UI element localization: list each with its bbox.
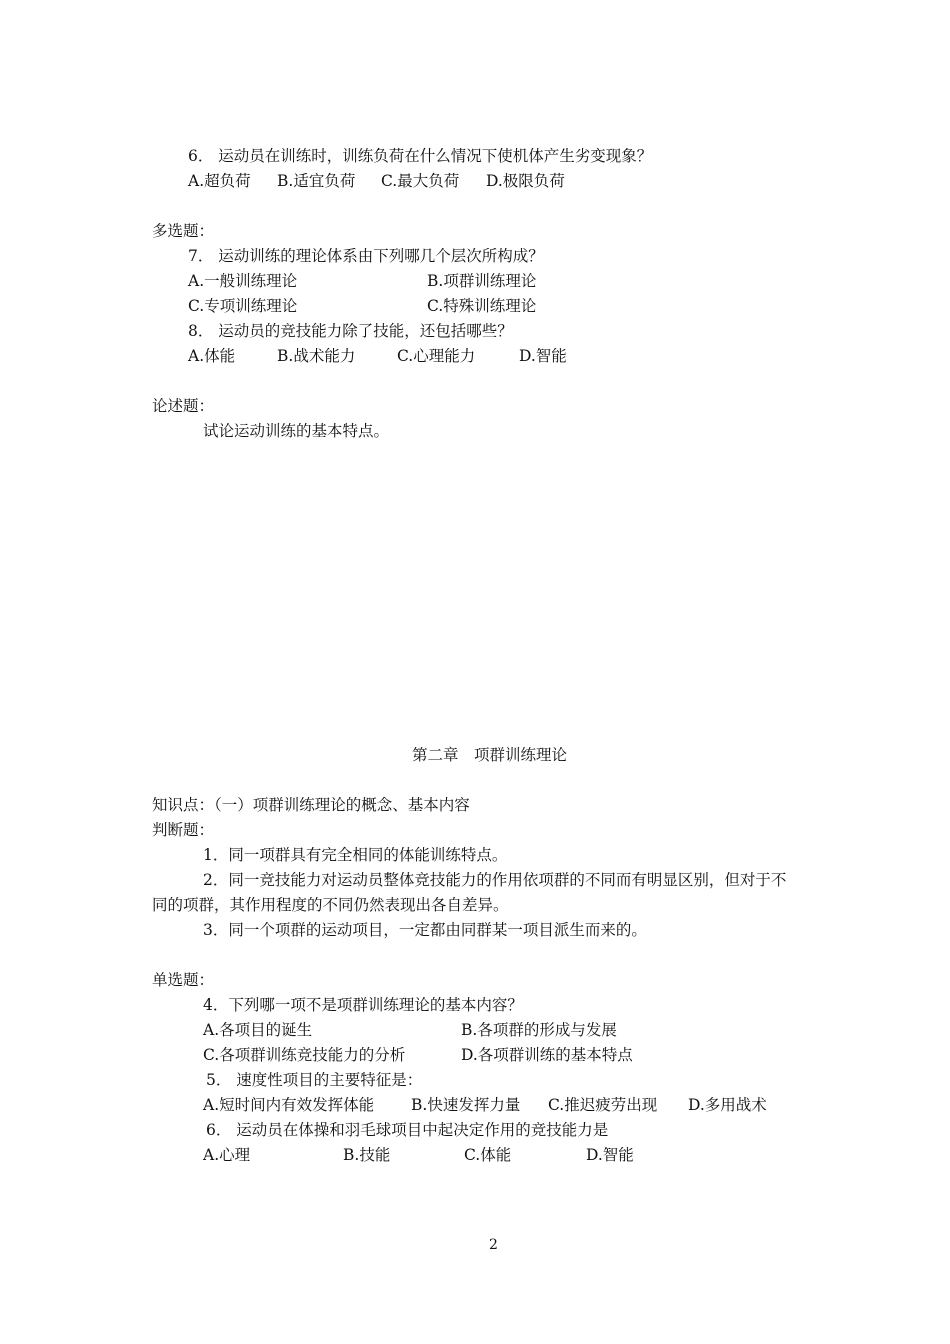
- question-7: 7． 运动训练的理论体系由下列哪几个层次所构成？: [188, 247, 544, 265]
- q7-option-d: C.特殊训练理论: [427, 297, 537, 315]
- q7-option-c: C.专项训练理论: [188, 297, 298, 315]
- judge-heading: 判断题：: [152, 821, 215, 839]
- judge-question-1: 1．同一项群具有完全相同的体能训练特点。: [203, 846, 508, 864]
- c4-option-b: B.各项群的形成与发展: [461, 1021, 617, 1039]
- q6-option-c: C.最大负荷: [381, 172, 460, 190]
- c4-option-a: A.各项目的诞生: [203, 1021, 313, 1039]
- choice-question-4: 4．下列哪一项不是项群训练理论的基本内容？: [203, 996, 523, 1014]
- q8-option-c: C.心理能力: [397, 347, 476, 365]
- q7-option-b: B.项群训练理论: [427, 272, 537, 290]
- choice-question-5: 5． 速度性项目的主要特征是：: [206, 1071, 423, 1089]
- c5-option-d: D.多用战术: [688, 1096, 767, 1114]
- q6-option-d: D.极限负荷: [486, 172, 565, 190]
- knowledge-point: 知识点：（一）项群训练理论的概念、基本内容: [152, 796, 470, 814]
- q8-option-a: A.体能: [188, 347, 236, 365]
- question-8: 8． 运动员的竞技能力除了技能，还包括哪些？: [188, 322, 513, 340]
- c5-option-a: A.短时间内有效发挥体能: [203, 1096, 375, 1114]
- c6-option-c: C.体能: [464, 1146, 512, 1164]
- essay-question: 试论运动训练的基本特点。: [203, 422, 390, 440]
- q8-option-b: B.战术能力: [277, 347, 356, 365]
- single-choice-heading: 单选题：: [152, 971, 215, 989]
- multi-choice-heading: 多选题：: [152, 222, 215, 240]
- c6-option-b: B.技能: [343, 1146, 391, 1164]
- question-6: 6． 运动员在训练时，训练负荷在什么情况下使机体产生劣变现象？: [188, 147, 653, 165]
- essay-heading: 论述题：: [152, 397, 215, 415]
- c6-option-d: D.智能: [586, 1146, 634, 1164]
- c4-option-c: C.各项群训练竞技能力的分析: [203, 1046, 406, 1064]
- judge-question-2-line-1: 2．同一竞技能力对运动员整体竞技能力的作用依项群的不同而有明显区别，但对于不: [203, 871, 787, 889]
- q7-option-a: A.一般训练理论: [188, 272, 298, 290]
- q6-option-b: B.适宜负荷: [277, 172, 356, 190]
- choice-question-6: 6． 运动员在体操和羽毛球项目中起决定作用的竞技能力是: [206, 1121, 609, 1139]
- chapter-title: 第二章 项群训练理论: [412, 746, 568, 764]
- page-number: 2: [489, 1237, 498, 1253]
- c6-option-a: A.心理: [203, 1146, 251, 1164]
- c4-option-d: D.各项群训练的基本特点: [461, 1046, 633, 1064]
- judge-question-2-line-2: 同的项群，其作用程度的不同仍然表现出各自差异。: [152, 896, 509, 914]
- q8-option-d: D.智能: [519, 347, 567, 365]
- q6-option-a: A.超负荷: [188, 172, 251, 190]
- c5-option-b: B.快速发挥力量: [411, 1096, 521, 1114]
- judge-question-3: 3．同一个项群的运动项目，一定都由同群某一项目派生而来的。: [203, 921, 647, 939]
- c5-option-c: C.推迟疲劳出现: [548, 1096, 658, 1114]
